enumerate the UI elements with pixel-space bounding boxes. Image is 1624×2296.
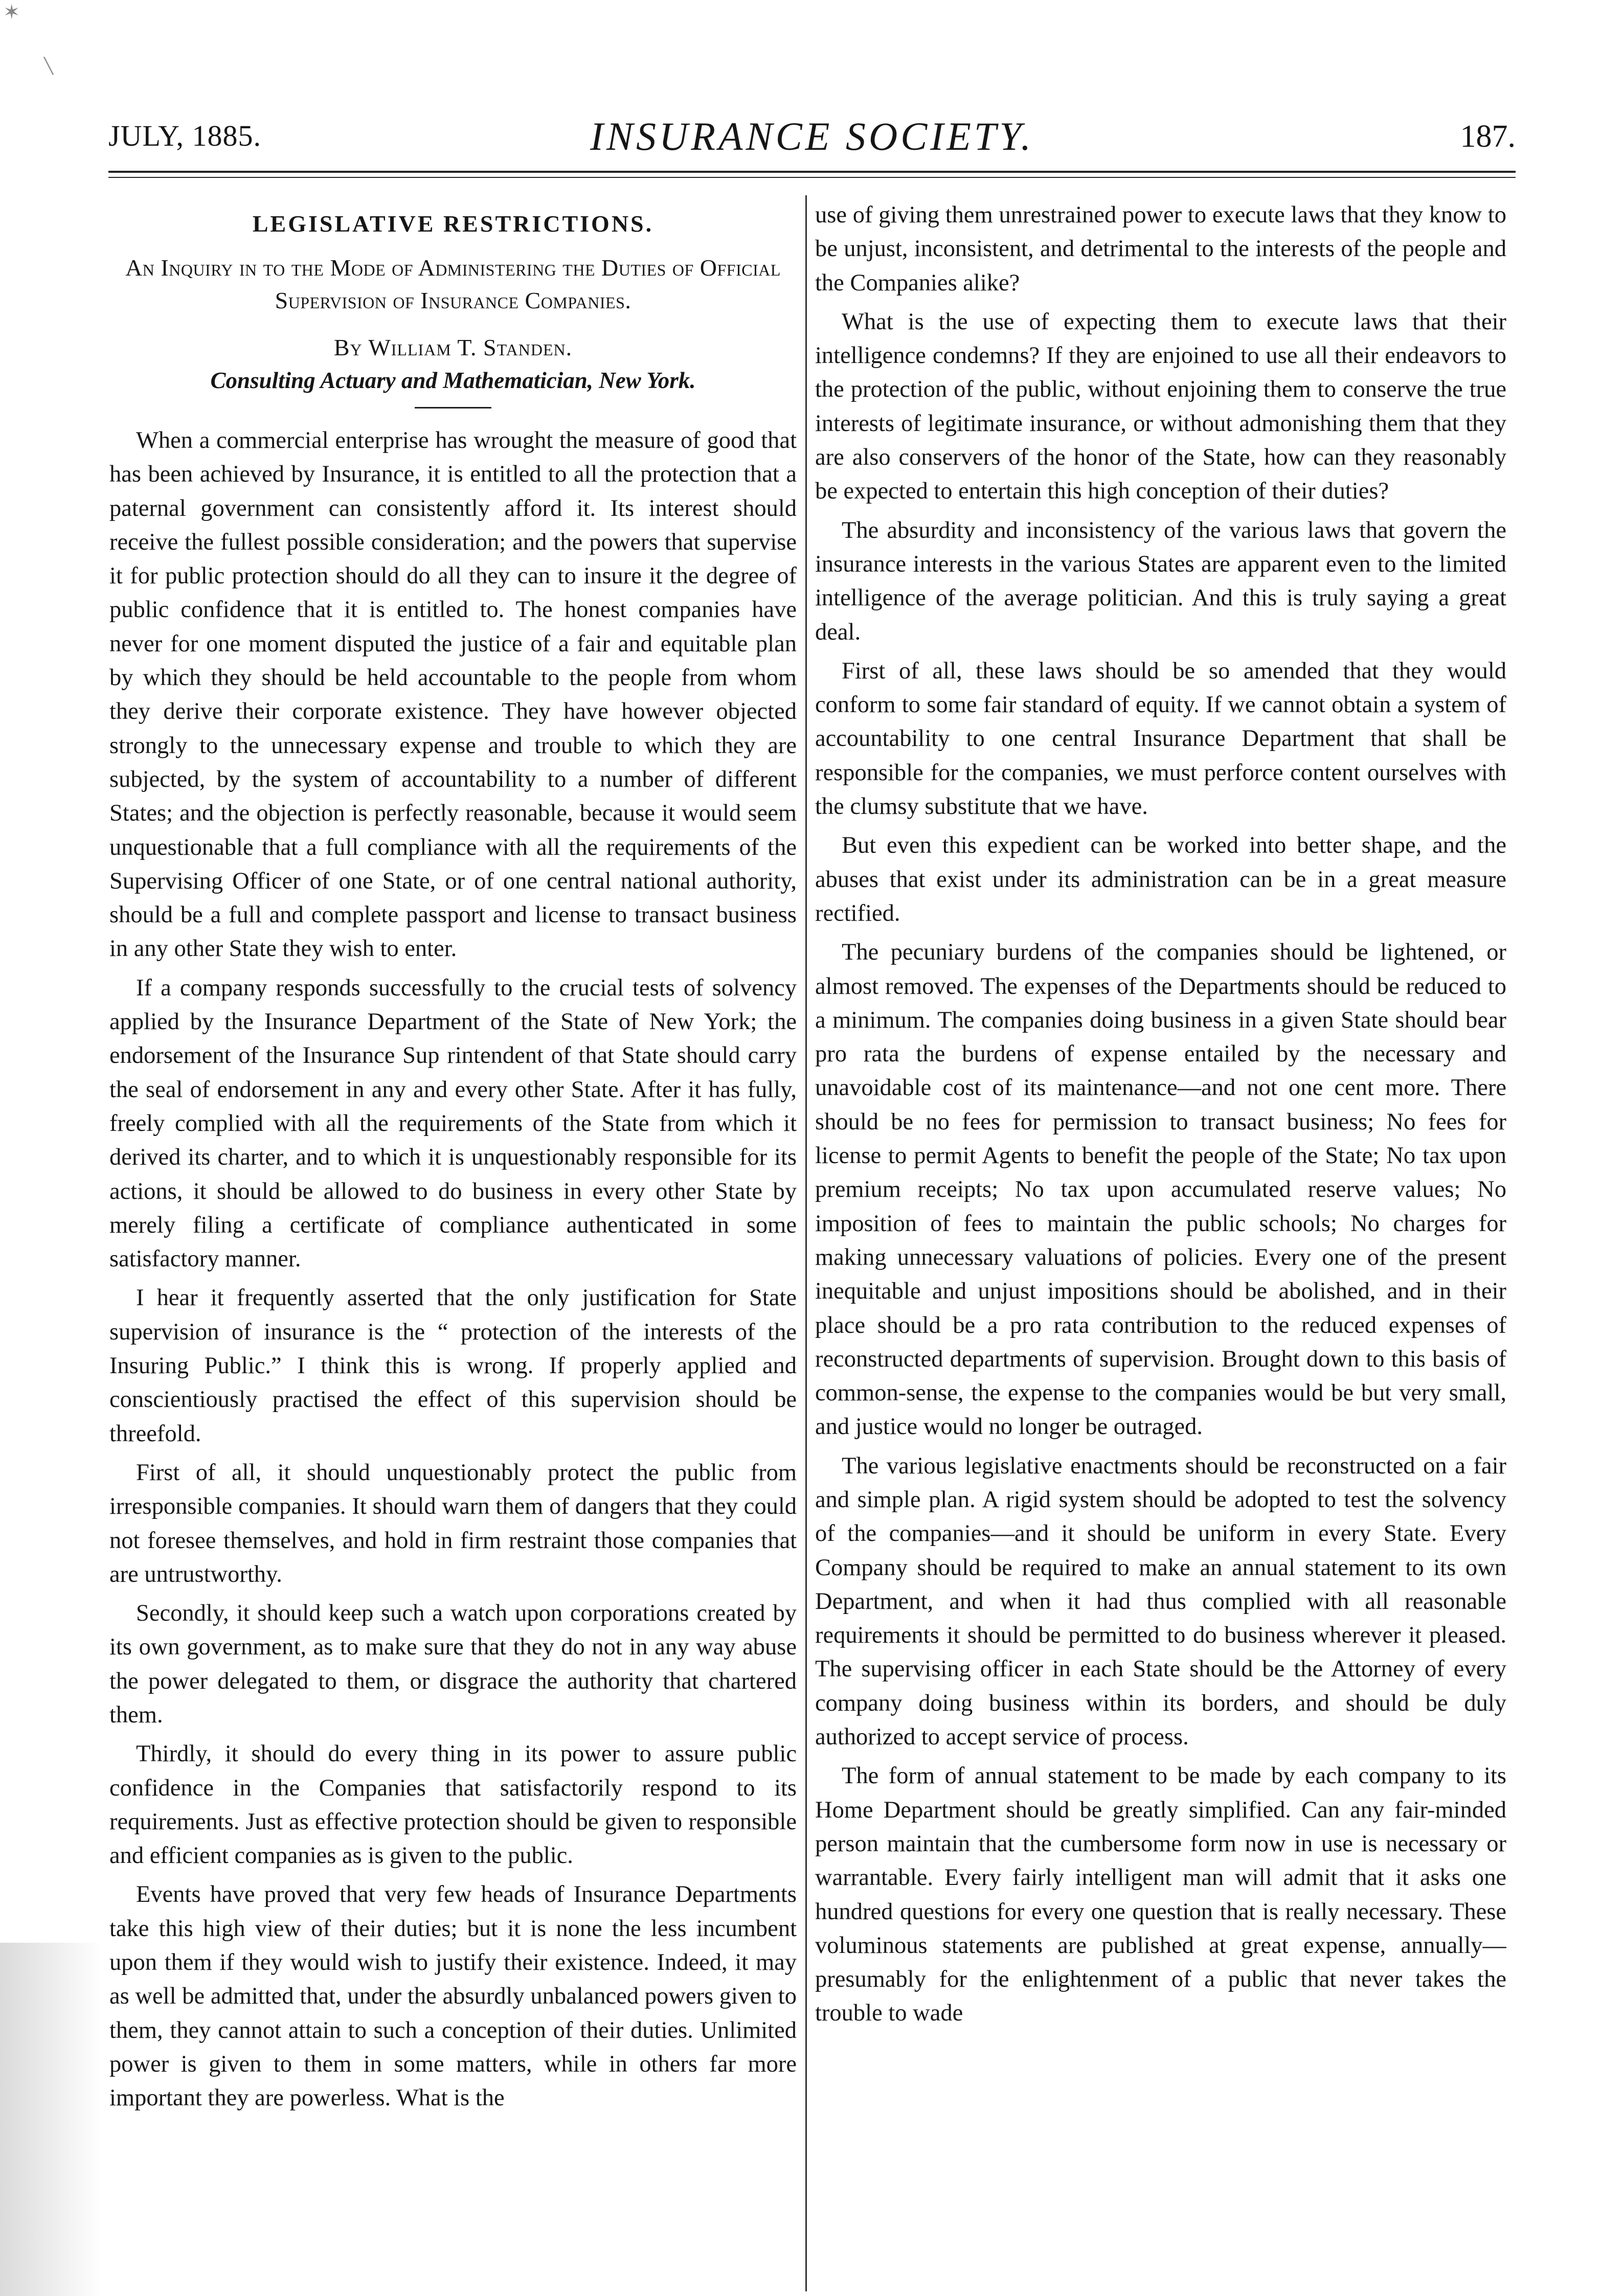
column-divider bbox=[805, 195, 807, 2291]
journal-title: INSURANCE SOCIETY. bbox=[590, 114, 1034, 158]
paragraph: When a commercial enterprise has wrought the measure of good that has been achieved by Insurance, it is entitled to all the protection that a paternal government can consistently afford it. Its interest should receive the fullest possible consideration; and the powers that supervise it for public protection should do all they can to insure it the degree of public confidence that it is entitled to. The honest companies have never for one moment disputed the justice of a fair and equitable plan by which they should be held accountable to the people from whom they derive their corporate existence. They have however objected strongly to the unnecessary expense and trouble to which they are subjected, by the system of accountability to a number of different States; and the objection is perfectly reasonable, because it would seem unquestionable that a full compliance with all the requirements of the Supervising Officer of one State, or of one central national authority, should be a full and complete passport and license to transact business in any other State they wish to enter. bbox=[109, 427, 797, 962]
article-byline: By William T. Standen. bbox=[333, 334, 573, 360]
paragraph: Events have proved that very few heads of Insurance Departments take this high view of their duties; but it is none the less incumbent upon them if they would wish to justify their existence. Indeed, it may as well be admitted that, under the absurdly unbalanced powers given to them, they cannot attain to such a conception of their duties. Unlimited power is given to them in some matters, while in others far more important they are powerless. What is the bbox=[109, 1881, 797, 2111]
paragraph: What is the use of expecting them to execute laws that their intelligence condemns? If they are enjoined to use all their endeavors to the protection of the public, without enjoining them to conserve the true interests of legitimate insurance, or without admonishing them that they are also conservers of the honor of the State, how can they reasonably be expected to entertain this high conception of their duties? bbox=[815, 308, 1506, 505]
title-rule bbox=[415, 407, 491, 408]
paragraph: The form of annual statement to be made by each company to its Home Department should be greatly simplified. Can any fair-minded person maintain that the cumbersome form now in use is necessary or warrantable. Every fairly intelligent man will admit that it asks one hundred questions for every one question that is really necessary. These voluminous statements are published at great expense, annually—presumably for the enlightenment of a public that never takes the trouble to wade bbox=[815, 1763, 1506, 2027]
paragraph: Thirdly, it should do every thing in its power to assure public confidence in the Companies that satisfactorily respond to its requirements. Just as effective protection should be given to responsible and efficient companies as is given to the public. bbox=[109, 1741, 797, 1869]
page-number: 187. bbox=[1460, 119, 1516, 154]
article-title: LEGISLATIVE RESTRICTIONS. bbox=[252, 211, 654, 237]
paragraph: First of all, these laws should be so amended that they would conform to some fair standard of equity. If we cannot obtain a system of accountability to one central Insurance Department that shall be responsible for the companies, we must perforce content ourselves with the clumsy substitute that we have. bbox=[815, 657, 1506, 820]
paragraph: But even this expedient can be worked into better shape, and the abuses that exist under its administration can be in a great measure rectified. bbox=[815, 832, 1506, 926]
author-credential: Consulting Actuary and Mathematician, New York. bbox=[210, 368, 696, 393]
left-column bbox=[109, 198, 797, 2284]
header-rule-thin bbox=[108, 177, 1516, 178]
paragraph: If a company responds successfully to the crucial tests of solvency applied by the Insurance Department of the State of New York; the endorsement of the Insurance Sup rintendent of that State should carry the seal of endorsement in any and every other State. After it has fully, freely complied with all the requirements of the State from which it derived its charter, and to which it is unquestionably responsible for its actions, it should be allowed to do business in every other State by merely filing a certificate of compliance authenticated in some satisfactory manner. bbox=[109, 974, 797, 1272]
paragraph-continued: use of giving them unrestrained power to execute laws that they know to be unjust, inconsistent, and detrimental to the interests of the people and the Companies alike? bbox=[815, 202, 1506, 296]
scan-edge-shadow bbox=[0, 1943, 102, 2296]
right-column bbox=[815, 198, 1506, 2284]
scan-speck: ✶ bbox=[3, 1, 20, 24]
paragraph: I hear it frequently asserted that the only justification for State supervision of insurance is the “ protection of the interests of the Insuring Public.” I think this is wrong. If properly applied and conscientiously practised the effect of this supervision should be threefold. bbox=[109, 1285, 797, 1447]
paragraph: Secondly, it should keep such a watch upon corporations created by its own government, as to make sure that they do not in any way abuse the power delegated to them, or disgrace the authority that chartered them. bbox=[109, 1600, 797, 1728]
running-header bbox=[108, 113, 1516, 170]
paragraph: The pecuniary burdens of the companies should be lightened, or almost removed. The expenses of the Departments should be reduced to a minimum. The companies doing business in a given State should bear pro rata the burdens of expense entailed by the necessary and unavoidable cost of its maintenance—and not one cent more. There should be no fees for permission to transact business; No fees for license to permit Agents to benefit the people of the State; No tax upon premium receipts; No tax upon accumulated reserve values; No imposition of fees to maintain the public schools; No charges for making unnecessary valuations of policies. Every one of the present inequitable and unjust impositions should be abolished, and in their place should be a pro rata contribution to the reduced expenses of reconstructed departments of supervision. Brought down to this basis of common-sense, the expense to the companies would be but very small, and justice would no longer be outraged. bbox=[815, 939, 1506, 1440]
paragraph: First of all, it should unquestionably protect the public from irresponsible companies. It should warn them of dangers that they could not foresee themselves, and hold in firm restraint those companies that are untrustworthy. bbox=[109, 1459, 797, 1587]
scan-speck: ╲ bbox=[44, 58, 54, 75]
paragraph: The various legislative enactments should be reconstructed on a fair and simple plan. A rigid system should be adopted to test the solvency of the companies—and it should be uniform in every State. Every Company should be required to make an annual statement to its own Department, and when it had thus complied with all reasonable requirements it should be permitted to do business wherever it pleased. The supervising officer in each State should be the Attorney of every company doing business within its borders, and should be duly authorized to accept service of process. bbox=[815, 1452, 1506, 1751]
article-subtitle: An Inquiry in to the Mode of Administering the Duties of Official Supervision of Insurance Companies. bbox=[125, 255, 781, 313]
header-rule bbox=[108, 171, 1516, 173]
issue-date: JULY, 1885. bbox=[108, 119, 261, 152]
paragraph: The absurdity and inconsistency of the various laws that govern the insurance interests in the various States are apparent even to the limited intelligence of the average politician. And this is truly saying a great deal. bbox=[815, 517, 1506, 645]
